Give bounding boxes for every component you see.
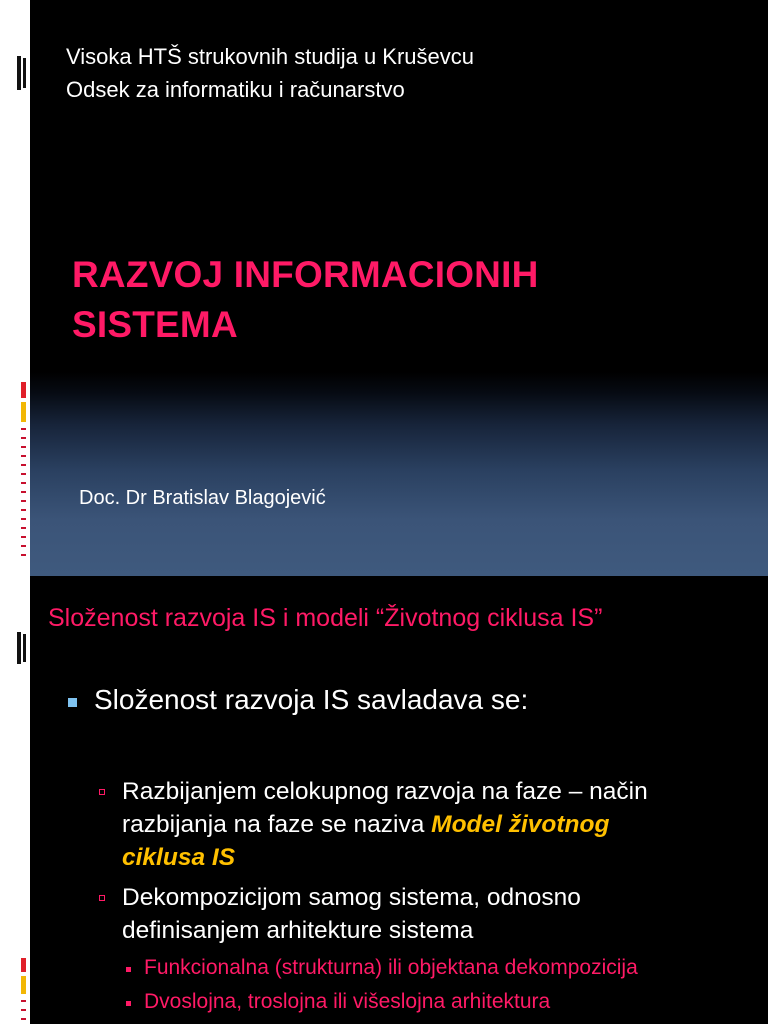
hollow-square-bullet-icon [99,789,105,795]
lifecycle-model-highlight-cont: ciklusa IS [122,844,236,871]
bullet-level1: Složenost razvoja IS savladava se: [94,684,529,715]
edge-mark-top [17,632,21,664]
small-square-bullet-icon [126,967,131,972]
sub1-line2-plain: razbijanja na faze se naziva [122,811,432,838]
edge-mark-red [21,958,26,972]
bullet-level2-decomposition [122,881,742,947]
edge-mark-lines [21,1000,26,1024]
bullet-level3-item: Dvoslojna, troslojna ili višeslojna arhitektura [144,990,551,1013]
sub2-line2: definisanjem arhitekture sistema [122,917,474,944]
small-square-bullet-icon [126,1001,131,1006]
bullet-square-icon [68,698,77,707]
edge-mark-lines [21,428,26,558]
edge-mark-top [17,56,21,90]
edge-mark-yellow [21,402,26,422]
content-slide-title: Složenost razvoja IS i modeli “Životnog ciklusa IS” [48,604,603,632]
edge-mark-top-b [23,58,26,88]
slide-title [72,250,732,350]
sub1-line1: Razbijanjem celokupnog razvoja na faze – način [122,778,648,805]
author-name: Doc. Dr Bratislav Blagojević [79,487,326,509]
edge-mark-yellow [21,976,26,994]
sub2-line1: Dekompozicijom samog sistema, odnosno [122,884,581,911]
bullet-level3-item: Funkcionalna (strukturna) ili objektana dekompozicija [144,956,638,979]
sub1-line2 [122,808,742,841]
lifecycle-model-highlight: Model životnog [431,811,610,838]
edge-mark-red [21,382,26,398]
department-name: Odsek za informatiku i računarstvo [66,77,405,102]
institution-name: Visoka HTŠ strukovnih studija u Kruševcu [66,44,474,69]
slide-title-line2: SISTEMA [72,304,238,345]
hollow-square-bullet-icon [99,895,105,901]
edge-mark-top-b [23,634,26,662]
bullet-level2-phases [122,775,742,874]
slide-title-line1: RAZVOJ INFORMACIONIH [72,254,539,295]
